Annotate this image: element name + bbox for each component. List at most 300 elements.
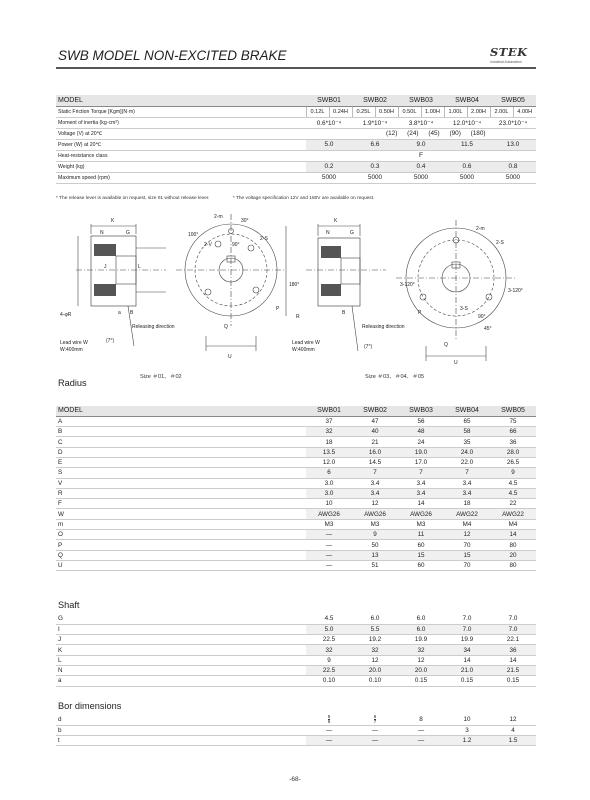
frac-num: 5 <box>327 715 331 720</box>
radius-cell: 22.0 <box>444 457 490 467</box>
shaft-cell: 19.2 <box>352 635 398 645</box>
radius-cell: 60 <box>398 560 444 570</box>
radius-row <box>56 468 536 478</box>
bor-cell: 1.5 <box>490 736 536 746</box>
shaft-row <box>56 665 536 675</box>
radius-cell: 65 <box>444 416 490 426</box>
bor-row <box>56 725 536 735</box>
radius-cell: M3 <box>352 519 398 529</box>
bor-cell: 1.2 <box>444 736 490 746</box>
spec-speed-label: Maximum speed (rpm) <box>56 172 306 183</box>
radius-row <box>56 509 536 519</box>
radius-header-model: MODEL <box>56 406 306 416</box>
shaft-cell: 14 <box>490 655 536 665</box>
shaft-cell: 22.5 <box>306 665 352 675</box>
shaft-row-label: L <box>56 655 306 665</box>
spec-inertia-cell: 23.0*10⁻⁴ <box>490 117 536 128</box>
radius-cell: 18 <box>306 437 352 447</box>
radius-cell: 17.0 <box>398 457 444 467</box>
spec-torque-cell: 0.12L <box>306 106 329 117</box>
bor-cell: — <box>398 736 444 746</box>
label-2s-right: 2-S <box>496 240 504 246</box>
spec-power-cell: 6.6 <box>352 139 398 150</box>
radius-header-swb01: SWB01 <box>306 406 352 416</box>
shaft-cell: 0.10 <box>352 676 398 686</box>
radius-cell: 28.0 <box>490 447 536 457</box>
shaft-cell: 0.15 <box>444 676 490 686</box>
shaft-cell: 32 <box>352 645 398 655</box>
spec-power-cell: 5.0 <box>306 139 352 150</box>
lead-wire-length-left: W:400mm <box>60 347 83 353</box>
label-45deg: 45° <box>484 326 492 332</box>
shaft-cell: 12 <box>398 655 444 665</box>
shaft-row-label: J <box>56 635 306 645</box>
spec-power-cell: 9.0 <box>398 139 444 150</box>
releasing-direction-right: Releasing direction <box>362 324 405 330</box>
spec-voltage-cell: (90) <box>449 130 461 137</box>
radius-cell: 15 <box>444 550 490 560</box>
spec-header-swb05: SWB05 <box>490 95 536 106</box>
label-k: K <box>111 218 115 224</box>
shaft-cell: 6.0 <box>398 614 444 624</box>
radius-cell: 32 <box>306 427 352 437</box>
radius-row-label: C <box>56 437 306 447</box>
bor-d-swb02 <box>352 715 398 725</box>
bor-cell: — <box>306 736 352 746</box>
spec-torque-cell: 2.00L <box>490 106 513 117</box>
label-k-right: K <box>334 218 338 224</box>
bor-cell: 4 <box>490 725 536 735</box>
shaft-row <box>56 676 536 686</box>
radius-row <box>56 519 536 529</box>
label-2m-right: 2-m <box>476 226 485 232</box>
spec-voltage-cell: (12) <box>386 130 398 137</box>
radius-cell: 70 <box>444 540 490 550</box>
shaft-row-label: I <box>56 624 306 634</box>
shaft-cell: 0.10 <box>306 676 352 686</box>
label-100deg: 100° <box>188 232 199 238</box>
label-q-right: Q <box>444 342 448 348</box>
radius-header-swb04: SWB04 <box>444 406 490 416</box>
bor-row-d <box>56 715 536 725</box>
radius-cell: 21 <box>352 437 398 447</box>
radius-cell: 18 <box>444 499 490 509</box>
footnotes <box>56 196 536 201</box>
spec-inertia-cell: 12.0*10⁻⁴ <box>444 117 490 128</box>
spec-row-weight <box>56 161 536 172</box>
spec-weight-cell: 0.2 <box>306 161 352 172</box>
label-n-right: N <box>326 230 330 236</box>
radius-header-row <box>56 406 536 416</box>
bor-cell: 3 <box>444 725 490 735</box>
radius-row <box>56 550 536 560</box>
label-90deg-right: 90° <box>478 314 486 320</box>
lead-wire-left: Lead wire W <box>60 340 88 346</box>
bor-row <box>56 736 536 746</box>
bor-d-label: d <box>56 715 306 725</box>
radius-cell: 3.4 <box>444 478 490 488</box>
radius-cell: AWG26 <box>398 509 444 519</box>
spec-voltage-cell: (24) <box>407 130 419 137</box>
radius-cell: 20 <box>490 550 536 560</box>
spec-inertia-cell: 1.9*10⁻⁴ <box>352 117 398 128</box>
label-2m-left: 2-m <box>214 214 223 220</box>
shaft-cell: 34 <box>444 645 490 655</box>
radius-cell: 3.0 <box>306 478 352 488</box>
radius-row-label: S <box>56 468 306 478</box>
radius-row <box>56 499 536 509</box>
shaft-cell: 19.9 <box>398 635 444 645</box>
bor-d-swb03: 8 <box>398 715 444 725</box>
radius-row <box>56 488 536 498</box>
radius-row <box>56 540 536 550</box>
radius-cell: 10 <box>306 499 352 509</box>
label-30deg: 30° <box>241 218 249 224</box>
radius-cell: 22 <box>490 499 536 509</box>
bor-row-label: b <box>56 725 306 735</box>
radius-cell: 14 <box>398 499 444 509</box>
shaft-cell: 6.0 <box>398 624 444 634</box>
shaft-row-label: a <box>56 676 306 686</box>
spec-heat-value: F <box>306 150 536 161</box>
radius-cell: 7 <box>352 468 398 478</box>
shaft-cell: 20.0 <box>352 665 398 675</box>
spec-row-speed <box>56 172 536 183</box>
page-title: SWB MODEL NON-EXCITED BRAKE <box>58 48 287 63</box>
radius-cell: 24 <box>398 437 444 447</box>
spec-inertia-label: Moment of inertia (kg·cm²) <box>56 117 306 128</box>
shaft-cell: 7.0 <box>444 614 490 624</box>
spec-torque-cell: 0.24H <box>329 106 352 117</box>
shaft-cell: 12 <box>352 655 398 665</box>
radius-row <box>56 457 536 467</box>
shaft-cell: 21.5 <box>490 665 536 675</box>
shaft-row-label: K <box>56 645 306 655</box>
shaft-row <box>56 614 536 624</box>
radius-row-label: V <box>56 478 306 488</box>
shaft-cell: 14 <box>444 655 490 665</box>
radius-row-label: R <box>56 488 306 498</box>
radius-cell: AWG22 <box>444 509 490 519</box>
spec-torque-cell: 0.50L <box>398 106 421 117</box>
radius-row-label: F <box>56 499 306 509</box>
radius-cell: 50 <box>352 540 398 550</box>
radius-cell: 80 <box>490 560 536 570</box>
radius-cell: 66 <box>490 427 536 437</box>
label-l: L <box>138 264 141 270</box>
radius-cell: 13 <box>352 550 398 560</box>
side-view-large <box>306 224 386 351</box>
shaft-cell: 9 <box>306 655 352 665</box>
radius-cell: 3.4 <box>444 488 490 498</box>
spec-power-cell: 13.0 <box>490 139 536 150</box>
spec-power-label: Power (W) at 20℃ <box>56 139 306 150</box>
spec-speed-cell: 5000 <box>352 172 398 183</box>
label-a: a <box>118 310 121 316</box>
spec-torque-cell: 2.00H <box>467 106 490 117</box>
spec-torque-cell: 0.25L <box>352 106 375 117</box>
label-b-right: B <box>342 310 346 316</box>
label-hole: 4-φR <box>60 312 72 318</box>
label-u-right: U <box>454 360 458 366</box>
label-q-left: Q <box>224 324 228 330</box>
spec-header-swb02: SWB02 <box>352 95 398 106</box>
radius-header-swb05: SWB05 <box>490 406 536 416</box>
spec-row-inertia <box>56 117 536 128</box>
shaft-cell: 19.9 <box>444 635 490 645</box>
radius-cell: 12 <box>444 530 490 540</box>
radius-row-label: A <box>56 416 306 426</box>
shaft-cell: 0.15 <box>490 676 536 686</box>
shaft-title: Shaft <box>58 600 80 610</box>
shaft-cell: 7.0 <box>490 624 536 634</box>
label-j: J <box>104 264 107 270</box>
bor-title: Bor dimensions <box>58 701 122 711</box>
bor-cell: — <box>352 725 398 735</box>
radius-row <box>56 478 536 488</box>
radius-cell: 3.4 <box>398 478 444 488</box>
spec-header-row <box>56 95 536 106</box>
radius-cell: 47 <box>352 416 398 426</box>
radius-cell: 16.0 <box>352 447 398 457</box>
radius-cell: — <box>306 550 352 560</box>
shaft-cell: 7.0 <box>444 624 490 634</box>
spec-header-swb01: SWB01 <box>306 95 352 106</box>
bor-table <box>56 715 536 746</box>
radius-row <box>56 560 536 570</box>
shaft-cell: 32 <box>398 645 444 655</box>
radius-cell: 7 <box>398 468 444 478</box>
lead-wire-right: Lead wire W <box>292 340 320 346</box>
label-g-right: G <box>350 230 354 236</box>
radius-row <box>56 447 536 457</box>
shaft-cell: 32 <box>306 645 352 655</box>
label-2s-left: 2-S <box>260 236 268 242</box>
shaft-row <box>56 624 536 634</box>
radius-cell: 9 <box>490 468 536 478</box>
label-5-120deg: 3-120° <box>400 282 415 288</box>
header-rule <box>56 67 536 69</box>
radius-cell: — <box>306 560 352 570</box>
label-180deg: 180° <box>289 282 300 288</box>
radius-cell: 4.5 <box>490 488 536 498</box>
angle-7-right: (7°) <box>364 344 373 350</box>
radius-cell: 35 <box>444 437 490 447</box>
radius-cell: M4 <box>444 519 490 529</box>
radius-cell: 48 <box>398 427 444 437</box>
radius-cell: 80 <box>490 540 536 550</box>
radius-row-label: U <box>56 560 306 570</box>
shaft-cell: 22.1 <box>490 635 536 645</box>
radius-cell: 12 <box>352 499 398 509</box>
spec-torque-label: Static Friction Torque [Kgm](N·m) <box>56 106 306 117</box>
radius-cell: 11 <box>398 530 444 540</box>
shaft-row <box>56 635 536 645</box>
radius-row-label: B <box>56 427 306 437</box>
spec-torque-cell: 1.00H <box>421 106 444 117</box>
label-90deg-left: 90° <box>232 242 240 248</box>
radius-cell: 6 <box>306 468 352 478</box>
spec-header-swb04: SWB04 <box>444 95 490 106</box>
radius-title: Radius <box>58 378 87 388</box>
radius-row <box>56 427 536 437</box>
page-number: -68- <box>289 776 301 783</box>
label-n: N <box>100 230 104 236</box>
radius-cell: M3 <box>306 519 352 529</box>
spec-voltage-cell: (45) <box>428 130 440 137</box>
spec-torque-cell: 0.50H <box>375 106 398 117</box>
radius-row-label: P <box>56 540 306 550</box>
drawing-caption-right: Size ＃03、＃04、＃05 <box>365 374 425 380</box>
radius-cell: 3.4 <box>398 488 444 498</box>
lead-wire-length-right: W:400mm <box>292 347 315 353</box>
shaft-table <box>56 614 536 687</box>
shaft-body <box>56 614 536 686</box>
radius-row <box>56 416 536 426</box>
shaft-row <box>56 645 536 655</box>
shaft-cell: 7.0 <box>490 614 536 624</box>
radius-cell: 12.0 <box>306 457 352 467</box>
spec-weight-cell: 0.8 <box>490 161 536 172</box>
radius-cell: 7 <box>444 468 490 478</box>
radius-header-swb03: SWB03 <box>398 406 444 416</box>
shaft-row <box>56 655 536 665</box>
radius-cell: AWG22 <box>490 509 536 519</box>
company-logo <box>490 43 540 65</box>
radius-cell: 15 <box>398 550 444 560</box>
shaft-cell: 6.0 <box>352 614 398 624</box>
radius-cell: 13.5 <box>306 447 352 457</box>
radius-row-label: m <box>56 519 306 529</box>
radius-cell: 56 <box>398 416 444 426</box>
logo-text: STEK <box>490 45 528 59</box>
spec-row-voltage <box>56 128 536 139</box>
frac-den: 6 <box>327 719 331 725</box>
label-2v: 2-V <box>204 242 212 248</box>
frac-den: 7 <box>373 719 377 725</box>
note-release-lever: * The release lever is available on request, size 01 without release lever. <box>56 196 210 201</box>
radius-cell: 36 <box>490 437 536 447</box>
radius-cell: M3 <box>398 519 444 529</box>
label-p-left: P <box>276 306 280 312</box>
bor-body <box>56 725 536 746</box>
spec-row-power <box>56 139 536 150</box>
radius-cell: 3.4 <box>352 478 398 488</box>
radius-cell: 75 <box>490 416 536 426</box>
radius-cell: 14 <box>490 530 536 540</box>
shaft-row-label: N <box>56 665 306 675</box>
shaft-cell: 5.5 <box>352 624 398 634</box>
shaft-cell: 36 <box>490 645 536 655</box>
brake-technical-drawing <box>56 206 536 384</box>
drawing-caption-left: Size ＃01、＃02 <box>140 374 182 380</box>
radius-row <box>56 437 536 447</box>
radius-row-label: Q <box>56 550 306 560</box>
radius-row-label: E <box>56 457 306 467</box>
spec-weight-cell: 0.4 <box>398 161 444 172</box>
spec-weight-label: Weight (kg) <box>56 161 306 172</box>
label-r-right: R <box>296 314 300 320</box>
radius-cell: 19.0 <box>398 447 444 457</box>
shaft-cell: 0.15 <box>398 676 444 686</box>
radius-cell: 3.4 <box>352 488 398 498</box>
label-g: G <box>126 230 130 236</box>
radius-row-label: W <box>56 509 306 519</box>
radius-cell: 58 <box>444 427 490 437</box>
spec-voltage-values <box>306 128 536 139</box>
spec-heat-label: Heat-resistance class <box>56 150 306 161</box>
radius-body <box>56 416 536 570</box>
radius-cell: — <box>306 540 352 550</box>
spec-header-model: MODEL <box>56 95 306 106</box>
radius-cell: M4 <box>490 519 536 529</box>
radius-cell: 51 <box>352 560 398 570</box>
spec-torque-cell: 1.00L <box>444 106 467 117</box>
radius-cell: 24.0 <box>444 447 490 457</box>
spec-torque-cell: 4.00H <box>513 106 536 117</box>
note-voltage: * The voltage specification 12V and 180V are available on request. <box>232 196 375 201</box>
releasing-direction-left: Releasing direction <box>132 324 175 330</box>
shaft-cell: 5.0 <box>306 624 352 634</box>
radius-table <box>56 406 536 571</box>
radius-cell: 3.0 <box>306 488 352 498</box>
bor-d-swb01 <box>306 715 352 725</box>
radius-cell: 9 <box>352 530 398 540</box>
logo-subtitle: Industrial Automation <box>490 60 522 64</box>
radius-cell: 14.5 <box>352 457 398 467</box>
label-b: B <box>130 310 134 316</box>
spec-row-torque <box>56 106 536 117</box>
radius-cell: 40 <box>352 427 398 437</box>
bor-cell: — <box>352 736 398 746</box>
radius-row <box>56 530 536 540</box>
spec-speed-cell: 5000 <box>306 172 352 183</box>
spec-speed-cell: 5000 <box>398 172 444 183</box>
spec-voltage-label: Voltage (V) at 20℃ <box>56 128 306 139</box>
spec-power-cell: 11.5 <box>444 139 490 150</box>
radius-header-swb02: SWB02 <box>352 406 398 416</box>
shaft-row-label: G <box>56 614 306 624</box>
label-p-right: P <box>418 310 422 316</box>
radius-cell: 4.5 <box>490 478 536 488</box>
radius-cell: AWG26 <box>352 509 398 519</box>
bor-cell: — <box>306 725 352 735</box>
radius-cell: — <box>306 530 352 540</box>
spec-inertia-cell: 0.6*10⁻⁴ <box>306 117 352 128</box>
bor-d-swb04: 10 <box>444 715 490 725</box>
shaft-cell: 21.0 <box>444 665 490 675</box>
shaft-cell: 4.5 <box>306 614 352 624</box>
spec-weight-cell: 0.3 <box>352 161 398 172</box>
spec-speed-cell: 5000 <box>444 172 490 183</box>
label-3s: 3-S <box>460 306 468 312</box>
radius-cell: AWG26 <box>306 509 352 519</box>
bor-row-label: t <box>56 736 306 746</box>
radius-cell: 37 <box>306 416 352 426</box>
spec-weight-cell: 0.6 <box>444 161 490 172</box>
radius-cell: 60 <box>398 540 444 550</box>
label-u-left: U <box>228 354 232 360</box>
bor-cell: — <box>398 725 444 735</box>
spec-inertia-cell: 3.8*10⁻⁴ <box>398 117 444 128</box>
frac-num: 6 <box>373 715 377 720</box>
radius-cell: 70 <box>444 560 490 570</box>
bor-d-swb05: 12 <box>490 715 536 725</box>
radius-row-label: D <box>56 447 306 457</box>
spec-voltage-cell: (180) <box>470 130 486 137</box>
radius-row-label: O <box>56 530 306 540</box>
angle-7-left: (7°) <box>106 338 115 344</box>
